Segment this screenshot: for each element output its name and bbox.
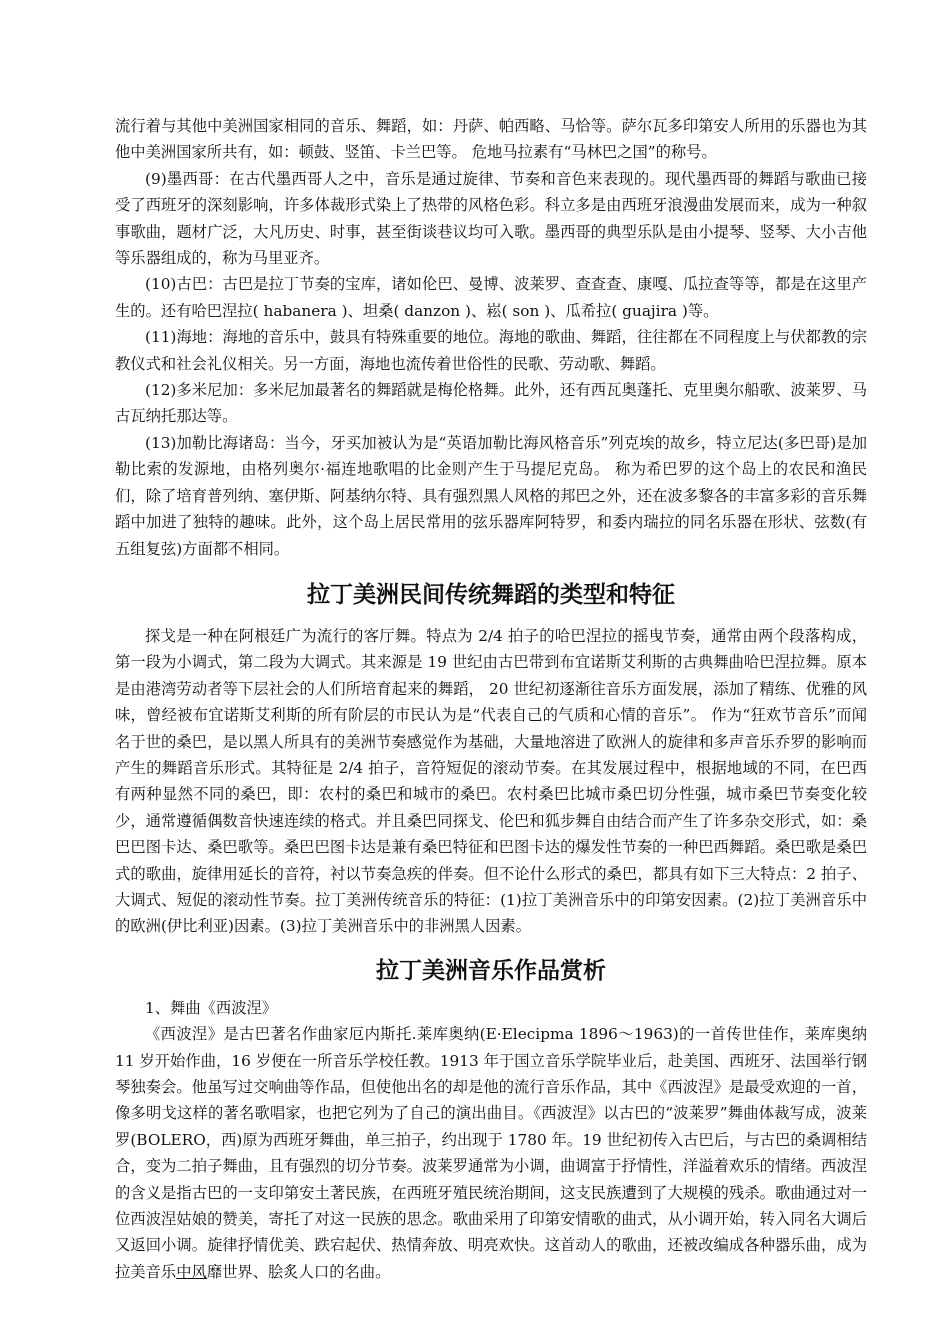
heading-music-works: 拉丁美洲音乐作品赏析 (376, 957, 606, 984)
document-page (115, 113, 867, 1285)
heading-dance-types: 拉丁美洲民间传统舞蹈的类型和特征 (307, 581, 675, 608)
paragraph-haiti: (11)海地：海地的音乐中，鼓具有特殊重要的地位。海地的歌曲、舞蹈，往往都在不同程度上与伏都教的宗教仪式和社会礼仪相关。另一方面，海地也流传着世俗性的民歌、劳动歌、舞蹈。 (115, 328, 867, 373)
paragraph-caribbean: (13)加勒比海诸岛：当今，牙买加被认为是“英语加勒比海风格音乐”列克埃的故乡，特立尼达(多巴哥)是加勒比索的发源地，由格列奥尔·福连地歌唱的比金则产生于马提尼克岛。 称为希巴罗的这个岛上的农民和渔民们，除了培育普列纳、塞伊斯、阿基纳尔特、具有强烈黑人风格的邦巴之外，还在波多黎各的丰富多彩的音乐舞蹈中加进了独特的趣味。此外，这个岛上居民常用的弦乐器库阿特罗，和委内瑞拉的同名乐器在形状、弦数(有五组复弦)方面都不相同。 (115, 433, 867, 558)
paragraph-cuba: (10)古巴：古巴是拉丁节奏的宝库，诸如伦巴、曼博、波莱罗、查查查、康嘎、瓜拉查等等，都是在这里产生的。还有哈巴涅拉( habanera )、坦桑( danzon )、崧( son )、瓜希拉( guajira )等。 (115, 275, 867, 320)
paragraph-tango-samba: 探戈是一种在阿根廷广为流行的客厅舞。特点为 2/4 拍子的哈巴涅拉的摇曳节奏，通常由两个段落构成，第一段为小调式，第二段为大调式。其来源是 19 世纪由古巴带到布宜诺斯艾利斯的古典舞曲哈巴涅拉舞。原本是由港湾劳动者等下层社会的人们所培育起来的舞蹈， 20 世纪初逐渐往音乐方面发展，添加了精练、优雅的风味，曾经被布宜诺斯艾利斯的所有阶层的市民认为是“代表自己的气质和心情的音乐”。 作为“狂欢节音乐”而闻名于世的桑巴，是以黑人所具有的美洲节奏感觉作为基础，大量地溶进了欧洲人的旋律和多声音乐乔罗的影响而产生的舞蹈音乐形式。其特征是 2/4 拍子，音符短促的滚动节奏。在其发展过程中，根据地域的不同，在巴西有两种显然不同的桑巴，即：农村的桑巴和城市的桑巴。农村桑巴比城市桑巴切分性强，城市桑巴节奏变化较少，通常遵循偶数音快速连续的格式。并且桑巴同探戈、伦巴和狐步舞自由结合而产生了许多杂交形式，如：桑巴巴图卡达、桑巴歌等。桑巴巴图卡达是兼有桑巴特征和巴图卡达的爆发性节奏的一种巴西舞蹈。桑巴歌是桑巴式的歌曲，旋律用延长的音符，衬以节奏急疾的伴奏。但不论什么形式的桑巴，都具有如下三大特点：2 拍子、大调式、短促的滚动性节奏。拉丁美洲传统音乐的特征：(1)拉丁美洲音乐中的印第安因素。(2)拉丁美洲音乐中的欧洲(伊比利亚)因素。(3)拉丁美洲音乐中的非洲黑人因素。 (115, 626, 867, 936)
paragraph-mexico: (9)墨西哥：在古代墨西哥人之中，音乐是通过旋律、节奏和音色来表现的。现代墨西哥的舞蹈与歌曲已接受了西班牙的深刻影响，许多体裁形式染上了热带的风格色彩。科立多是由西班牙浪漫曲发展而来，成为一种叙事歌曲，题材广泛，大凡历史、时事，甚至街谈巷议均可入歌。墨西哥的典型乐队是由小提琴、竖琴、大小吉他等乐器组成的，称为马里亚齐。 (115, 169, 867, 268)
paragraph-siboney-tail: 靡世界、脍炙人口的名曲。 (206, 1262, 391, 1281)
paragraph-dominican: (12)多米尼加：多米尼加最著名的舞蹈就是梅伦格舞。此外，还有西瓦奥蓬托、克里奥尔船歌、波莱罗、马古瓦纳托那达等。 (115, 381, 867, 426)
paragraph-siboney (115, 1021, 867, 1285)
item-heading-siboney: 1、舞曲《西波涅》 (145, 998, 278, 1017)
paragraph-siboney-main: 《西波涅》是古巴著名作曲家厄内斯托.莱库奥纳(E·Elecipma 1896～1963)的一首传世佳作，莱库奥纳 11 岁开始作曲，16 岁便在一所音乐学校任教。1913 年于国立音乐学院毕业后，赴美国、西班牙、法国举行钢琴独奏会。他虽写过交响曲等作品，但使他出名的却是他的流行音乐作品，其中《西波涅》是最受欢迎的一首，像多明戈这样的著名歌唱家，也把它列为了自己的演出曲目。《西波涅》以古巴的“波莱罗”舞曲体裁写成，波莱罗(BOLERO，西)原为西班牙舞曲，单三拍子，约出现于 1780 年。19 世纪初传入古巴后，与古巴的桑调相结合，变为二拍子舞曲，且有强烈的切分节奏。波莱罗通常为小调，曲调富于抒情性，洋溢着欢乐的情绪。西波涅的含义是指古巴的一支印第安土著民族，在西班牙殖民统治期间，这支民族遭到了大规模的残杀。歌曲通过对一位西波涅姑娘的赞美，寄托了对这一民族的思念。歌曲采用了印第安情歌的曲式，从小调开始，转入同名大调后又返回小调。旋律抒情优美、跌宕起伏、热情奔放、明亮欢快。这首动人的歌曲，还被改编成各种器乐曲，成为拉美音乐 (115, 1025, 867, 1281)
underlined-text: 中风 (176, 1262, 207, 1281)
paragraph-salvador-guatemala: 流行着与其他中美洲国家相同的音乐、舞蹈，如：丹萨、帕西略、马恰等。萨尔瓦多印第安人所用的乐器也为其他中美洲国家所共有，如：顿鼓、竖笛、卡兰巴等。 危地马拉素有“马林巴之国”的称号。 (115, 117, 867, 162)
